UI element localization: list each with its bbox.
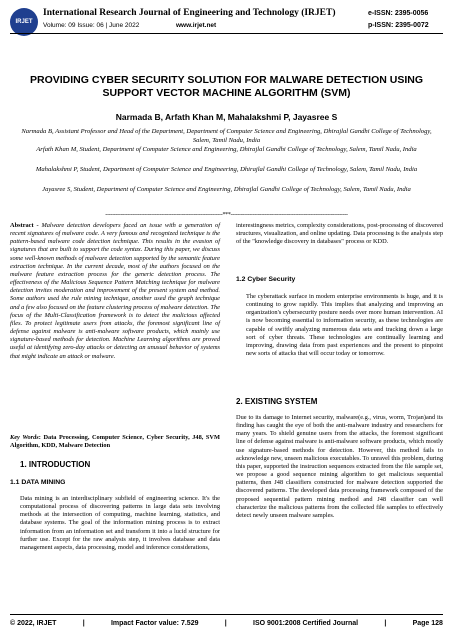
page-footer: [10, 620, 443, 627]
journal-website: www.irjet.net: [176, 22, 217, 29]
paper-title: PROVIDING CYBER SECURITY SOLUTION FOR MALWARE DETECTION USING SUPPORT VECTOR MACHINE ALGORITHM (SVM): [30, 74, 423, 99]
section-heading-introduction: 1. INTRODUCTION: [20, 460, 91, 469]
data-mining-paragraph-continued: interestingness metrics, complexity considerations, post-processing of discovered structures, visualization, and online updating. Data processing is the analysis step of the "knowledge discovery in databases" process or KDD.: [236, 222, 443, 246]
cyber-security-paragraph: The cyberattack surface in modern enterprise environments is huge, and it is continuing to grow rapidly. This implies that analyzing and improving an organization's cybersecurity posture needs over more human intervention. AI is now becoming essential to information security, as these technologies are capable of swiftly analyzing numerous data sets and tracking down a large sort of cyber threats. These technologies are continually learning and improving, drawing data from past experiences and the present to pinpoint new sorts of attacks that will occur today or tomorrow.: [246, 293, 443, 358]
footer-separator: |: [384, 620, 387, 627]
affiliation: Mahalakshmi P, Student, Department of Computer Science and Engineering, Dhirajlal Gandhi College of Technology, Salem, Tamil Nadu, India: [35, 166, 418, 173]
footer-page-number: Page 128: [412, 620, 443, 627]
logo-text: IRJET: [15, 19, 33, 25]
header-rule: [10, 33, 443, 34]
keywords-text: : Data Processing, Computer Science, Cyber Security, J48, SVM Algorithm, KDD, Malware Detection: [10, 434, 220, 450]
abstract: [10, 222, 220, 361]
footer-separator: |: [82, 620, 85, 627]
data-mining-paragraph: Data mining is an interdisciplinary subfield of engineering science. It's the computational process of discovering patterns in large data sets involving methods at the intersection of computing, machine learning, statistics, and database systems. The goal of the information mining process is to extract information from an information set and transform it into a lucid structure for further use. Except for the raw analysis step, it involves database and data management aspects, data processing, model and inference considerations,: [20, 495, 220, 551]
subsection-heading-cyber-security: 1.2 Cyber Security: [236, 276, 296, 283]
keywords-label: Key Words: [10, 434, 39, 441]
abstract-text: Malware detection developers faced an issue with a generation of recent signatures of malware code. A very famous and recognized technique is the pattern-based malware code detection technique. This results in the evasion of signatures that are built to support the code syntax. During this paper, we discuss some well-known methods of malware detection supported by the semantic feature extraction technique. In the current decade, most of the authors focused on the malware feature extraction process for the generic detection process. The effectiveness of the Malicious Sequence Pattern Matching technique for malware detection invites moderation and improvement of the present system and method. Some authors used the rule mining technique, another used the graph technique and a few also focused on the feature clustering process of malware detection. The focus of the Multi-Classification framework is to detect the malicious affected files. To protect legitimate users from attacks, the foremost significant line of defense against malware is anti-malware software products, which mainly use signature-based methods for detection. Machine Learning algorithms are proved useful at identifying zero-day attacks or detecting an unusual behavior of systems that might indicate an attack or malware.: [10, 222, 220, 360]
footer-impact-factor: Impact Factor value: 7.529: [110, 620, 199, 627]
existing-system-paragraph: Due to its damage to Internet security, malware(e.g., virus, worm, Trojan)and its finding has caught the eye of both the anti-malware industry and researchers for many years. To shield genuine users from the attacks, the foremost significant line of defense against malware is anti-malware software products, which mostly use signature-based methods for detection. However, this method fails to acknowledge new, unseen malicious executables. To unravel this problem, during this paper, supported the instruction sequences extracted from the file sample set, we propose a good sequence mining algorithm to get malicious sequential patterns, then J48 classifiers constructed for malware detection supported the discovered patterns. The developed data processing framework composed of the proposed sequential pattern mining method and J48 classifier can well characterize the malicious patterns from the collected file samples to effectively detect newly unseen malware samples.: [236, 414, 443, 519]
abstract-label: Abstract -: [10, 222, 42, 229]
eissn: e-ISSN: 2395-0056: [368, 10, 429, 17]
section-divider: ---------------------------------------------------------------------***---------------------------------------------------------------------: [105, 212, 348, 218]
journal-title: International Research Journal of Engineering and Technology (IRJET): [43, 8, 336, 18]
author-list: Narmada B, Arfath Khan M, Mahalakshmi P, Jayasree S: [115, 112, 338, 122]
irjet-logo: [10, 8, 38, 36]
keywords: [10, 434, 220, 450]
volume-issue: Volume: 09 Issue: 06 | June 2022: [43, 22, 140, 29]
subsection-heading-data-mining: 1.1 DATA MINING: [10, 479, 66, 486]
footer-separator: |: [224, 620, 227, 627]
pissn: p-ISSN: 2395-0072: [368, 22, 429, 29]
section-heading-existing-system: 2. EXISTING SYSTEM: [236, 397, 318, 406]
affiliation: Narmada B, Assistant Professor and Head of the Department, Department of Computer Science and Engineering, Dhirajlal Gandhi College of Technology, Salem, Tamil Nadu, India: [21, 128, 432, 144]
affiliation: Jayasree S, Student, Department of Computer Science and Engineering, Dhirajlal Gandhi College of Technology, Salem, Tamil Nadu, India: [42, 186, 411, 193]
footer-copyright: © 2022, IRJET: [10, 620, 57, 627]
footer-rule: [10, 614, 443, 615]
affiliation: Arfath Khan M, Student, Department of Computer Science and Engineering, Dhirajlal Gandhi College of Technology, Salem, Tamil Nadu, India: [36, 146, 417, 153]
footer-iso: ISO 9001:2008 Certified Journal: [253, 620, 359, 627]
